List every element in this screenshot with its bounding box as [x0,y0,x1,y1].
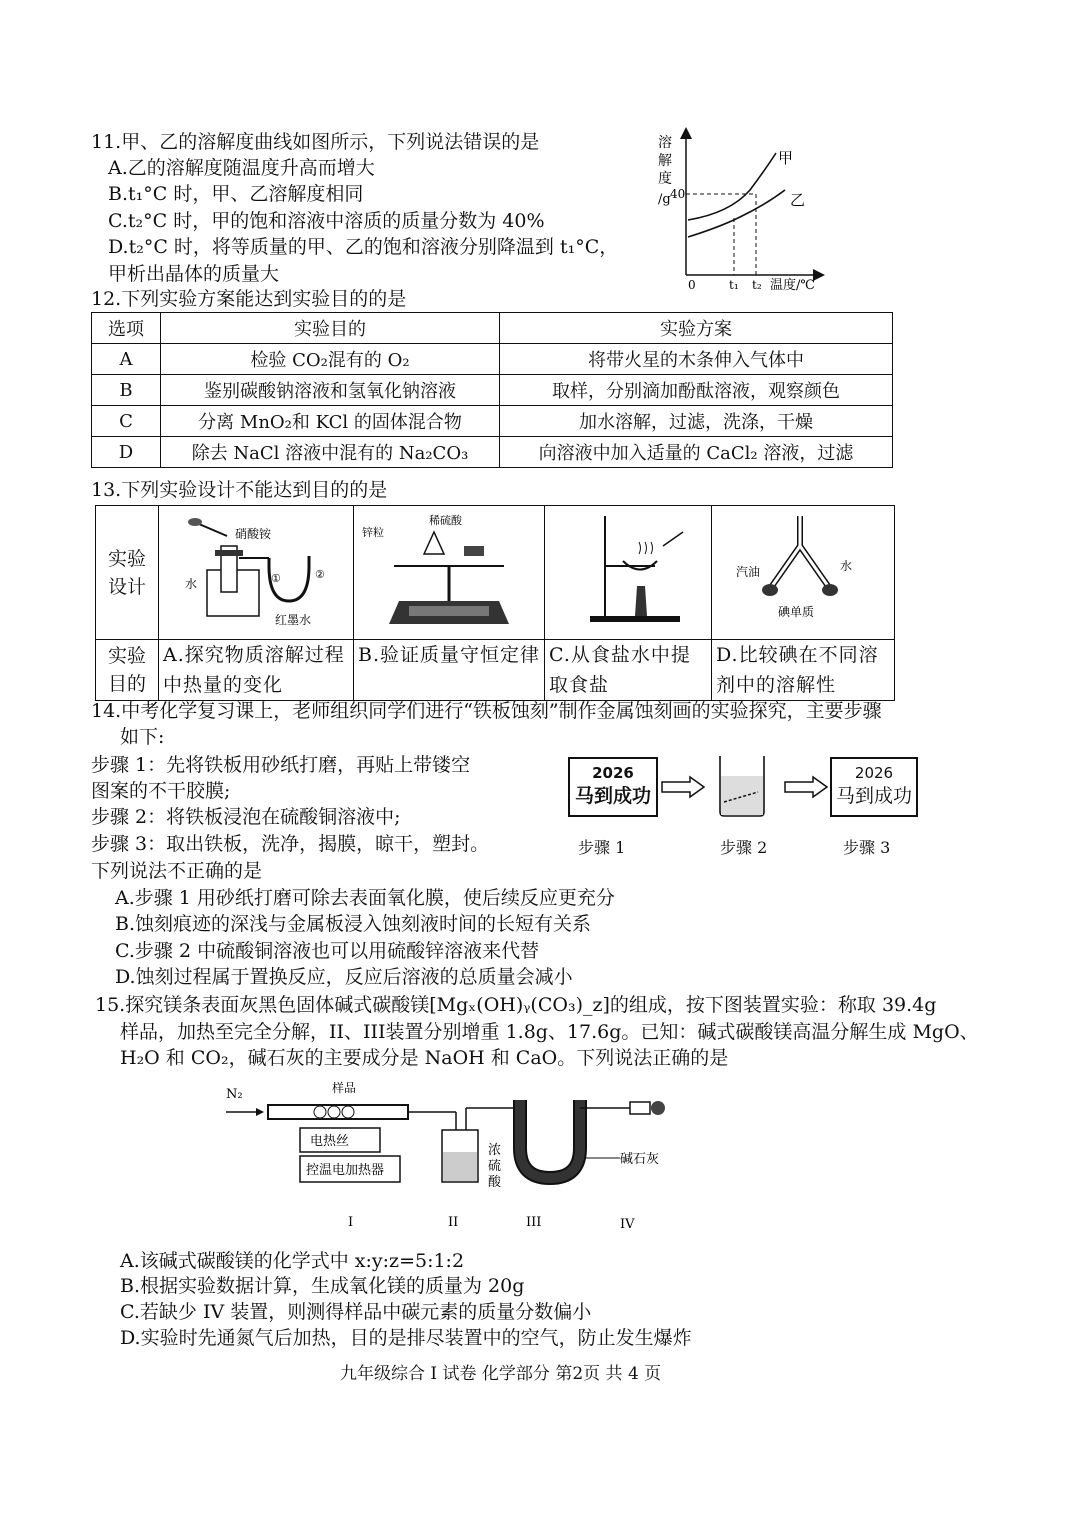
table-row [92,344,893,375]
figure-a-cell [159,506,354,640]
graph-xlabel: 温度/℃ [770,278,815,293]
label-zinc: 锌粒 [362,526,384,539]
graph-xtick-t2: t₂ [752,278,762,292]
sign-year: 2026 [854,764,894,782]
q14-option-b: B.蚀刻痕迹的深浅与金属板浸入蚀刻液时间的长短有关系 [115,913,592,935]
caption-step1: 步骤 1 [578,838,626,857]
row-plan: 向溶液中加入适量的 CaCl₂ 溶液，过滤 [500,437,893,468]
q11-option-d: D.t₂°C 时，将等质量的甲、乙的饱和溶液分别降温到 t₁°C， [108,236,619,258]
design-label-1: 实验 [107,547,146,570]
option-d-purpose [712,640,895,701]
table-row [92,375,893,406]
purpose-label-1: 实验 [107,645,146,667]
label-red-ink: 红墨水 [275,613,312,627]
q15-option-c: C.若缺少 IV 装置，则测得样品中碳元素的质量分数偏小 [120,1301,592,1323]
step1-sign [568,757,658,817]
q14-ask: 下列说法不正确的是 [91,860,263,882]
row-goal: 检验 CO₂混有的 O₂ [161,344,500,375]
row-option: A [92,344,161,375]
q14-stem-cont: 如下: [120,726,165,748]
evaporation-figure [545,506,711,634]
header-plan: 实验方案 [500,313,893,344]
q11-option-b: B.t₁°C 时，甲、乙溶解度相同 [108,183,364,205]
figure-c-cell [545,506,712,640]
graph-label-jia: 甲 [778,149,794,167]
caption-step2: 步骤 2 [720,838,768,857]
arrow-icon [783,775,829,799]
q15-option-d: D.实验时先通氮气后加热，目的是排尽装置中的空气，防止发生爆炸 [120,1327,692,1349]
option-a-purpose [159,640,354,701]
label-n2: N₂ [226,1087,243,1102]
sign-text: 马到成功 [835,785,912,807]
label-circle-1: ① [271,572,281,585]
label-circle-2: ② [315,568,325,581]
option-d-line2: 剂中的溶解性 [716,674,837,696]
q15-stem-1: 15.探究镁条表面灰黑色固体碱式碳酸镁[Mgₓ(OH)ᵧ(CO₃)_z]的组成，按下图装置实验：称取 39.4g [95,994,937,1016]
header-option: 选项 [92,313,161,344]
option-a-line2: 中热量的变化 [163,674,284,696]
figure-b-cell [354,506,545,640]
q11-option-c: C.t₂°C 时，甲的饱和溶液中溶质的质量分数为 40% [108,210,545,232]
label-acid-2: 硫 [488,1159,502,1174]
q11-solubility-graph [650,125,830,295]
step3-sign [830,757,918,817]
graph-xtick-t1: t₁ [729,278,739,292]
option-b-purpose [354,640,545,701]
caption-step3: 步骤 3 [843,838,891,857]
sign-year: 2026 [592,764,634,782]
graph-xtick-0: 0 [688,278,696,292]
row-plan: 取样，分别滴加酚酞溶液，观察颜色 [500,375,893,406]
q15-stem-2: 样品，加热至完全分解，II、III装置分别增重 1.8g、17.6g。已知：碱式碳酸镁高温分解生成 MgO、 [120,1021,979,1043]
label-dilute-acid: 稀硫酸 [429,514,462,527]
label-device-1: I [348,1215,354,1230]
row-goal: 鉴别碳酸钠溶液和氢氧化钠溶液 [161,375,500,406]
label-device-3: III [526,1215,542,1230]
label-device-4: IV [620,1217,635,1232]
q14-step3: 步骤 3：取出铁板，洗净，揭膜，晾干，塑封。 [91,833,490,855]
label-heater: 控温电加热器 [306,1163,385,1178]
label-acid-1: 浓 [488,1143,502,1158]
graph-ytick-40: 40 [670,187,686,201]
y-tube-figure [712,506,888,634]
option-b-line1: B.验证质量守恒定律 [358,644,541,666]
graph-ylabel-2: 解 [658,153,672,169]
label-water-d: 水 [840,559,853,573]
q14-option-c: C.步骤 2 中硫酸铜溶液也可以用硫酸锌溶液来代替 [115,940,540,962]
label-ammonium-nitrate: 硝酸铵 [235,527,272,541]
purpose-row [96,640,895,701]
table-row [92,437,893,468]
figure-d-cell [712,506,895,640]
option-c-line1: C.从食盐水中提 [549,644,691,666]
table-row [92,406,893,437]
q11-option-d-cont: 甲析出晶体的质量大 [108,263,280,285]
label-device-2: II [448,1215,459,1230]
row-option: D [92,437,161,468]
q14-step2: 步骤 2：将铁板浸泡在硫酸铜溶液中; [91,806,401,828]
label-water: 水 [185,577,198,591]
label-gasoline: 汽油 [736,565,761,579]
purpose-label-2: 目的 [107,673,146,695]
sign-text: 马到成功 [574,785,651,807]
option-d-line1: D.比较碘在不同溶 [716,644,879,666]
design-label-2: 设计 [107,575,146,598]
label-heating-wire: 电热丝 [310,1134,350,1149]
header-goal: 实验目的 [161,313,500,344]
label-acid-3: 酸 [488,1175,502,1190]
option-a-line1: A.探究物质溶解过程 [163,644,345,666]
curve-yi [688,190,785,237]
row-option: C [92,406,161,437]
q11-stem: 11.甲、乙的溶解度曲线如图所示，下列说法错误的是 [91,131,540,153]
q15-option-b: B.根据实验数据计算，生成氧化镁的质量为 20g [120,1275,525,1297]
page-footer: 九年级综合 I 试卷 化学部分 第2页 共 4 页 [340,1364,662,1384]
q14-stem: 14.中考化学复习课上，老师组织同学们进行“铁板蚀刻”制作金属蚀刻画的实验探究，主要步骤 [91,700,882,722]
row-goal: 分离 MnO₂和 KCl 的固体混合物 [161,406,500,437]
balance-figure [354,506,544,634]
q14-option-a: A.步骤 1 用砂纸打磨可除去表面氧化膜，使后续反应更充分 [115,887,615,909]
table-header-row [92,313,893,344]
row-option: B [92,375,161,406]
label-sample: 样品 [332,1081,357,1095]
label-iodine: 碘单质 [778,605,815,619]
beaker-icon [712,752,772,818]
row-goal: 除去 NaCl 溶液中混有的 Na₂CO₃ [161,437,500,468]
q14-step1-cont: 图案的不干胶膜; [91,780,231,802]
q11-option-a: A.乙的溶解度随温度升高而增大 [108,157,375,179]
q13-table [95,505,895,701]
row-plan: 加水溶解，过滤，洗涤，干燥 [500,406,893,437]
q14-option-d: D.蚀刻过程属于置换反应，反应后溶液的总质量会减小 [115,966,573,988]
graph-ylabel-4: /g [658,192,671,207]
label-soda-lime: 碱石灰 [620,1152,660,1167]
q15-stem-3: H₂O 和 CO₂，碱石灰的主要成分是 NaOH 和 CaO。下列说法正确的是 [120,1047,729,1069]
purpose-label [96,640,159,701]
arrow-icon [660,775,706,799]
graph-ylabel-3: 度 [658,171,672,187]
row-plan: 将带火星的木条伸入气体中 [500,344,893,375]
graph-label-yi: 乙 [790,191,806,209]
design-label [96,506,159,640]
curve-jia [688,153,776,220]
dissolution-apparatus-figure [159,506,353,634]
q13-stem: 13.下列实验设计不能达到目的的是 [91,479,388,501]
q15-option-a: A.该碱式碳酸镁的化学式中 x:y:z=5:1:2 [120,1250,465,1272]
option-c-line2: 取食盐 [549,674,610,696]
q14-step1: 步骤 1：先将铁板用砂纸打磨，再贴上带镂空 [91,754,471,776]
q12-table [91,312,893,468]
design-row [96,506,895,640]
q15-apparatus-figure [220,1078,680,1238]
graph-ylabel-1: 溶 [658,135,672,151]
q12-stem: 12.下列实验方案能达到实验目的的是 [91,288,407,310]
option-c-purpose [545,640,712,701]
